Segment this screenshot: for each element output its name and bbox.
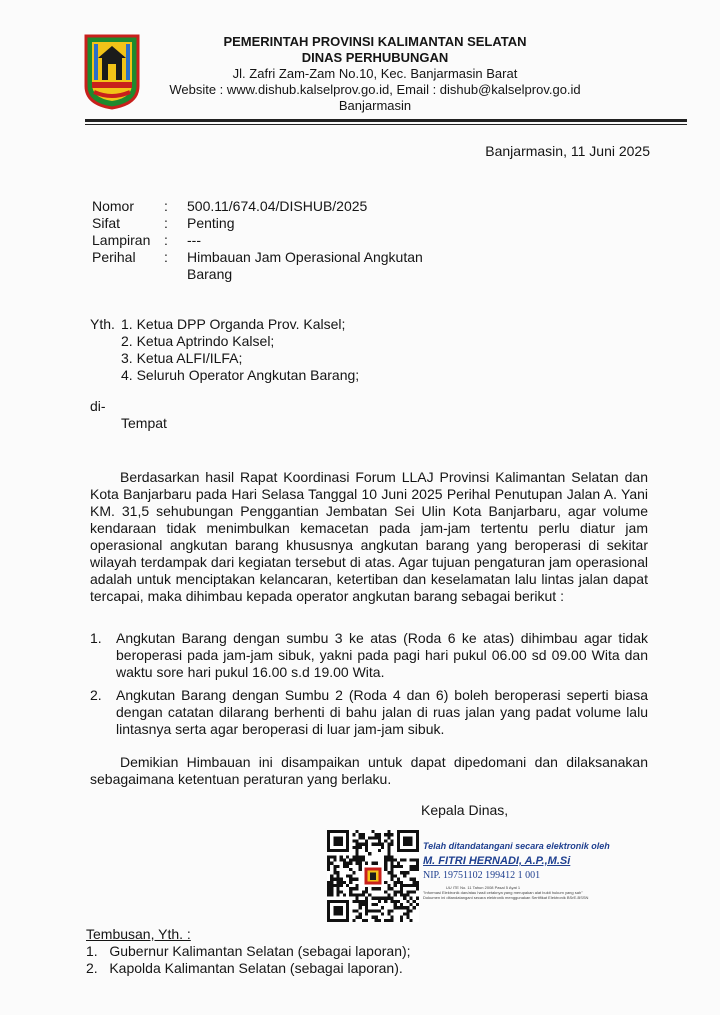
esign-fineprint-line: "Informasi Elektronik dan/atau hasil cetaknya yang merupakan alat bukti hukum yang sah" — [423, 890, 583, 895]
meta-label: Perihal — [92, 249, 136, 265]
meta-colon: : — [164, 215, 168, 231]
list-item-text: Angkutan Barang dengan Sumbu 2 (Roda 4 dan 6) boleh beroperasi seperti biasa dengan catatan dilarang berhenti di bahu jalan di ruas jalan yang padat volume lalu lintasnya serta agar beroperasi di luar jam-jam sibuk. — [116, 687, 648, 737]
esign-note: Telah ditandatangani secara elektronik oleh — [423, 841, 610, 851]
recipient-di: di- — [90, 398, 106, 414]
cc-item: 2. Kapolda Kalimantan Selatan (sebagai laporan). — [86, 960, 403, 976]
signer-name: M. FITRI HERNADI, A.P.,M.Si — [423, 855, 571, 867]
esign-fineprint — [423, 885, 613, 900]
signer-nip: NIP. 19751102 199412 1 001 — [423, 870, 541, 881]
meta-value: Himbauan Jam Operasional Angkutan Barang — [187, 249, 423, 282]
list-item-number: 1. — [90, 630, 102, 646]
list-item — [90, 687, 650, 741]
meta-value: --- — [187, 232, 201, 248]
esign-fineprint-line: UU ITE No. 11 Tahun 2008 Pasal 5 Ayat 1 — [445, 885, 521, 890]
list-item-number: 2. — [90, 687, 102, 703]
letterhead-agency: DINAS PERHUBUNGAN — [301, 50, 449, 65]
meta-label: Nomor — [92, 198, 135, 214]
recipient-item: 2. Ketua Aptrindo Kalsel; — [121, 333, 275, 349]
esign-fineprint-line: Dokumen ini ditandatangani secara elektronik menggunakan Sertifikat Elektronik BSrE-BSSN — [423, 895, 589, 900]
letterhead-city: Banjarmasin — [338, 98, 412, 113]
letterhead — [150, 34, 600, 114]
closing-paragraph: Demikian Himbauan ini disampaikan untuk dapat dipedomani dan dilaksanakan sebagaimana ketentuan peraturan yang berlaku. — [90, 754, 648, 787]
recipient-place: Tempat — [121, 415, 167, 431]
provincial-logo — [84, 34, 140, 110]
header-rule-thin — [85, 124, 687, 125]
meta-value: Penting — [187, 215, 235, 231]
meta-label: Sifat — [92, 215, 121, 231]
list-item — [90, 630, 650, 684]
recipient-item: 3. Ketua ALFI/ILFA; — [121, 350, 243, 366]
letterhead-address: Jl. Zafri Zam-Zam No.10, Kec. Banjarmasin Barat — [232, 66, 518, 81]
meta-colon: : — [164, 198, 168, 214]
meta-value: 500.11/674.04/DISHUB/2025 — [187, 198, 368, 214]
signature-title: Kepala Dinas, — [421, 802, 509, 818]
recipient-item: 4. Seluruh Operator Angkutan Barang; — [121, 367, 360, 383]
letter-date: Banjarmasin, 11 Juni 2025 — [485, 143, 650, 159]
meta-colon: : — [164, 249, 168, 265]
cc-title: Tembusan, Yth. : — [86, 926, 191, 942]
meta-colon: : — [164, 232, 168, 248]
list-item-text: Angkutan Barang dengan sumbu 3 ke atas (Roda 6 ke atas) dihimbau agar tidak beroperasi pada jam-jam sibuk, yakni pada pagi hari pukul 06.00 sd 09.00 Wita dan waktu sore hari pukul 16.00 s.d 19.00 Wita. — [116, 630, 648, 680]
esign-qr-code — [327, 830, 419, 922]
body-paragraph: Berdasarkan hasil Rapat Koordinasi Forum LLAJ Provinsi Kalimantan Selatan dan Kota Banjarbaru pada Hari Selasa Tanggal 10 Juni 2025 Perihal Penutupan Jalan A. Yani KM. 31,5 sehubungan Penggantian Jembatan Sei Ulin Kota Banjarbaru, agar volume kendaraan tidak menimbulkan kemacetan pada jam-jam tertentu perlu diatur jam operasional angkutan barang khususnya angkutan barang yang beroperasi di sekitar wilayah terdampak dari kegiatan tersebut di atas. Agar tujuan pengaturan jam operasional adalah untuk menciptakan kelancaran, ketertiban dan keselamatan lalu lintas jalan dapat tercapai, maka dihimbau kepada operator angkutan barang sebagai berikut : — [90, 469, 648, 604]
recipient-item: 1. Ketua DPP Organda Prov. Kalsel; — [121, 316, 346, 332]
letterhead-contact: Website : www.dishub.kalselprov.go.id, Email : dishub@kalselprov.go.id — [169, 82, 581, 97]
meta-label: Lampiran — [92, 232, 151, 248]
recipients-prefix: Yth. — [90, 316, 115, 332]
cc-item: 1. Gubernur Kalimantan Selatan (sebagai laporan); — [86, 943, 411, 959]
header-rule-thick — [85, 119, 687, 122]
letterhead-government: PEMERINTAH PROVINSI KALIMANTAN SELATAN — [223, 34, 527, 49]
